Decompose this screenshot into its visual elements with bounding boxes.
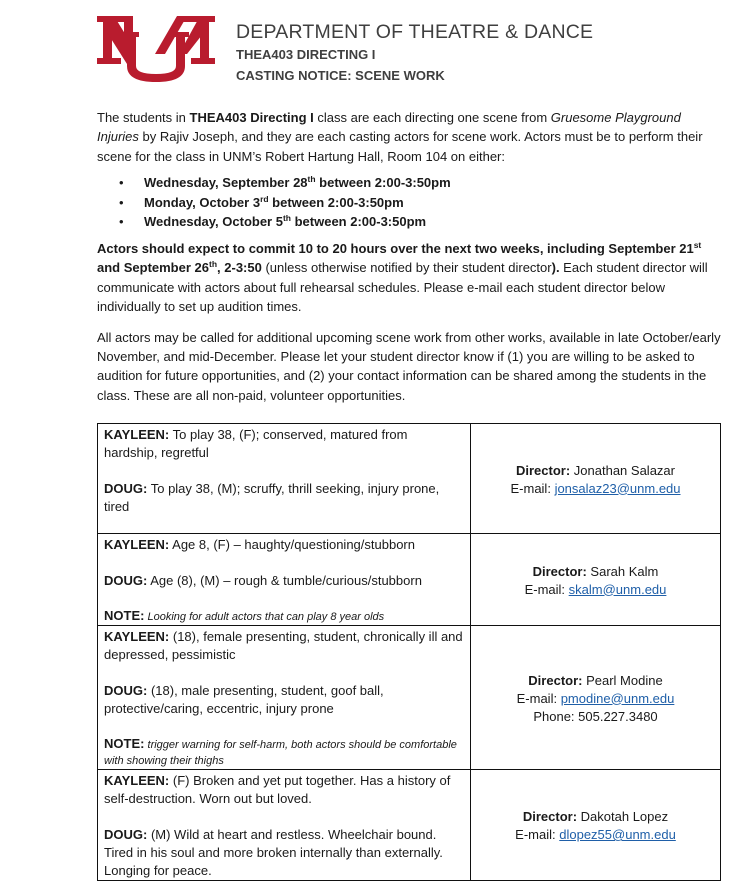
commitment-paragraph: Actors should expect to commit 10 to 20 hours over the next two weeks, including September 21st and September 26th, 2-3:50 (unless otherwise notified by their student director). Each student director will communicate with actors about full rehearsal schedules. Please e-mail each student director below individually to set up audition times.: [97, 240, 708, 315]
date-item: • Wednesday, October 5th between 2:00-3:50pm: [97, 212, 722, 232]
intro-paragraph: The students in THEA403 Directing I class are each directing one scene from Gruesome Playground Injuries by Rajiv Joseph, and they are each casting actors for scene work. Actors must be to perform their scene for the class in UNM’s Robert Hartung Hall, Room 104 on either:: [97, 110, 703, 164]
date-item: • Monday, October 3rd between 2:00-3:50pm: [97, 193, 722, 213]
notice-title: CASTING NOTICE: SCENE WORK: [236, 68, 445, 83]
director-email-link[interactable]: dlopez55@unm.edu: [559, 827, 676, 842]
notice-body: [97, 108, 722, 416]
director-cell: Director: Dakotah Lopez E-mail: dlopez55@unm.edu: [471, 770, 721, 881]
department-title: DEPARTMENT OF THEATRE & DANCE: [236, 21, 594, 43]
casting-table: [97, 423, 721, 881]
future-paragraph: All actors may be called for additional upcoming scene work from other works, available in late October/early November, and mid-December. Please let your student director know if (1) you are willing to be asked to audition for future opportunities, and (2) your contact information can be shared among the students in the class. These are all non-paid, volunteer opportunities.: [97, 329, 721, 403]
roles-cell: KAYLEEN: To play 38, (F); conserved, matured from hardship, regretful DOUG: To play 38, (M); scruffy, thrill seeking, injury prone, tired: [98, 424, 471, 534]
table-row: [98, 424, 721, 534]
table-row: [98, 626, 721, 770]
director-email-link[interactable]: pmodine@unm.edu: [560, 690, 675, 706]
logo-text: UNM: [97, 14, 100, 15]
roles-cell: KAYLEEN: (18), female presenting, student, chronically ill and depressed, pessimistic DOUG: (18), male presenting, student, goof ball, protective/caring, eccentric, injury prone NOTE: trigger warning for self-harm, both actors should be comfortable with showing their thighs: [98, 626, 471, 770]
table-row: [98, 770, 721, 881]
roles-cell: KAYLEEN: (F) Broken and yet put together. Has a history of self-destruction. Worn out but loved. DOUG: (M) Wild at heart and restless. Wheelchair bound. Tired in his soul and more broken internally than externally. Longing for peace.: [98, 770, 471, 881]
unm-logo: [97, 14, 215, 84]
director-cell: Director: Jonathan Salazar E-mail: jonsalaz23@unm.edu: [471, 424, 721, 534]
date-item: • Wednesday, September 28th between 2:00-3:50pm: [97, 173, 722, 193]
roles-cell: KAYLEEN: Age 8, (F) – haughty/questioning/stubborn DOUG: Age (8), (M) – rough & tumble/curious/stubborn NOTE: Looking for adult actors that can play 8 year olds: [98, 534, 471, 626]
director-cell: Director: Sarah Kalm E-mail: skalm@unm.edu: [471, 534, 721, 626]
course-title: THEA403 DIRECTING I: [236, 47, 376, 62]
director-cell: Director: Pearl Modine E-mail: pmodine@unm.edu Phone: 505.227.3480: [471, 626, 721, 770]
director-email-link[interactable]: skalm@unm.edu: [568, 581, 667, 597]
performance-dates: [97, 173, 722, 232]
table-row: [98, 534, 721, 626]
director-email-link[interactable]: jonsalaz23@unm.edu: [554, 480, 681, 496]
